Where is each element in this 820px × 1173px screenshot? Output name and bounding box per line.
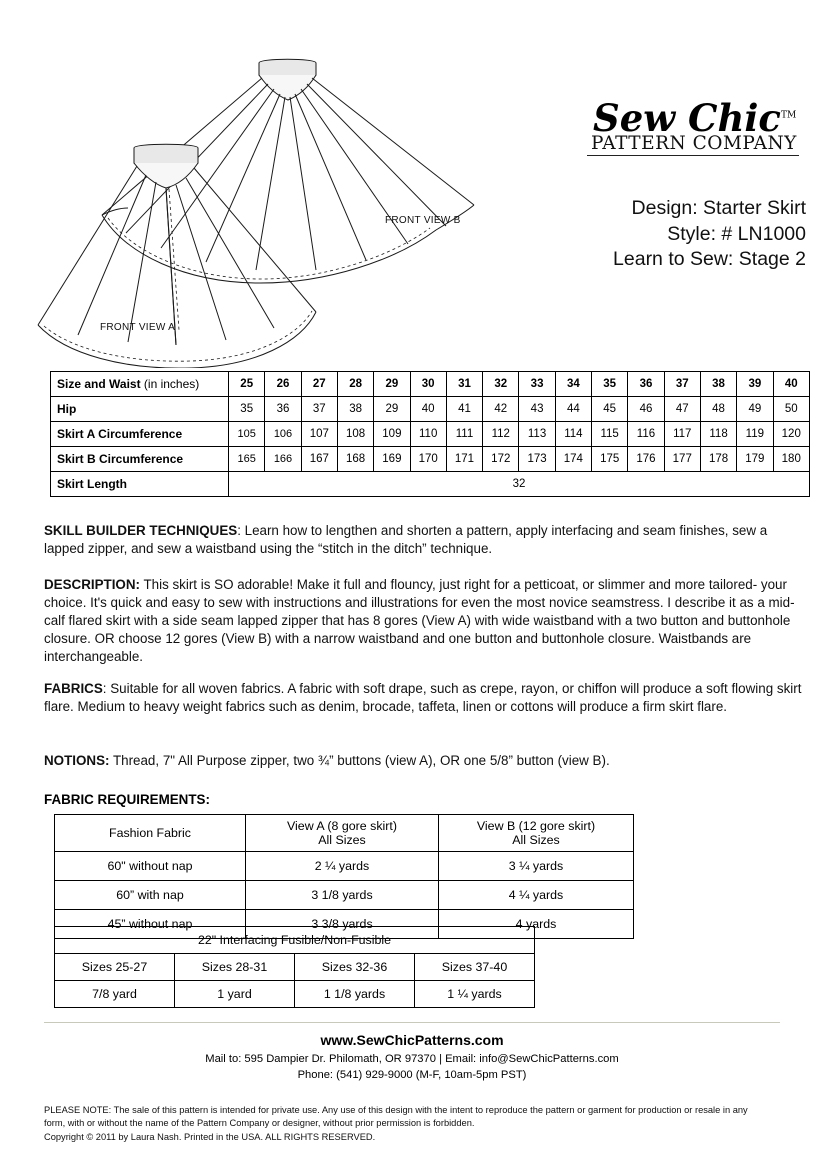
cell: 28 [337,372,373,397]
cell: 29 [374,372,410,397]
fashion-fabric-header: Fashion Fabric [55,815,246,852]
size-waist-label: Size and Waist (in inches) [51,372,229,397]
logo-pattern-company-text: PATTERN COMPANY [591,133,797,154]
website-link[interactable]: www.SewChicPatterns.com [320,1032,504,1048]
cell: 40 [410,397,446,422]
cell: 165 [229,447,265,472]
cell: 178 [700,447,736,472]
cell: 110 [410,422,446,447]
table-row [55,927,535,954]
hip-label: Hip [51,397,229,422]
cell: 36 [265,397,301,422]
fabrics-title: FABRICS [44,681,103,696]
cell: 118 [700,422,736,447]
legal-line-3: Copyright © 2011 by Laura Nash. Printed in the USA. ALL RIGHTS RESERVED. [44,1131,376,1142]
cell: 60" without nap [55,852,246,881]
view-a-header-line2: All Sizes [318,833,366,847]
skirt-length-label: Skirt Length [51,472,229,497]
cell: Sizes 37-40 [415,954,535,981]
cell: 39 [737,372,773,397]
cell: 35 [229,397,265,422]
learn-to-sew-stage: Learn to Sew: Stage 2 [613,248,806,271]
size-chart-table [50,371,810,497]
table-row [51,422,810,447]
cell: 48 [700,397,736,422]
cell: 175 [592,447,628,472]
table-row [55,852,634,881]
cell: 171 [446,447,482,472]
view-b-header-line1: View B (12 gore skirt) [476,819,596,833]
cell: 3 ¼ yards [439,852,634,881]
view-b-header [439,815,634,852]
cell: 1 ¼ yards [415,981,535,1008]
logo-chic-text: Chic [688,96,781,140]
table-row [51,372,810,397]
logo-underline [587,155,799,156]
cell: 174 [555,447,591,472]
design-info [480,196,810,273]
view-a-header [246,815,439,852]
cell: 1 1/8 yards [295,981,415,1008]
cell: Sizes 28-31 [175,954,295,981]
skill-builder-title: SKILL BUILDER TECHNIQUES [44,523,238,538]
cell: 114 [555,422,591,447]
cell: 170 [410,447,446,472]
cell: 34 [555,372,591,397]
table-row [51,472,810,497]
cell: 1 yard [175,981,295,1008]
cell: 37 [301,397,337,422]
cell: 109 [374,422,410,447]
cell: 116 [628,422,664,447]
legal-line-1: PLEASE NOTE: The sale of this pattern is intended for private use. Any use of this design with the intent to reproduce the pattern or garment for production or resale in any [44,1105,748,1115]
style-number: Style: # LN1000 [667,222,806,245]
cell: 40 [773,372,810,397]
skill-builder-paragraph [44,522,804,558]
size-chart [50,371,810,497]
cell: 32 [483,372,519,397]
view-b-header-line2: All Sizes [512,833,560,847]
skirt-length-value: 32 [229,472,810,497]
cell: 44 [555,397,591,422]
cell: 173 [519,447,555,472]
cell: 179 [737,447,773,472]
cell: Sizes 25-27 [55,954,175,981]
cell: 30 [410,372,446,397]
legal-notice [44,1104,806,1144]
cell: 42 [483,397,519,422]
cell: 3 3/8 yards [246,910,439,939]
notions-body: Thread, 7" All Purpose zipper, two ¾” buttons (view A), OR one 5/8” button (view B). [109,753,610,768]
cell: 33 [519,372,555,397]
cell: 43 [519,397,555,422]
legal-line-2: form, with or without the name of the Pattern Company or designer, without prior permission is forbidden. [44,1118,475,1129]
cell: 38 [337,397,373,422]
cell: 25 [229,372,265,397]
cell: 107 [301,422,337,447]
interfacing-table [54,926,535,1008]
cell: 27 [301,372,337,397]
cell: 4 ¼ yards [439,881,634,910]
cell: 2 ¼ yards [246,852,439,881]
cell: 169 [374,447,410,472]
fabrics-body: : Suitable for all woven fabrics. A fabric with soft drape, such as crepe, rayon, or chiffon will produce a soft flowing skirt flare. Medium to heavy weight fabrics such as denim, brocade, taffeta, linen or cottons will produce a firm skirt flare. [44,681,802,715]
cell: 180 [773,447,810,472]
cell: 35 [592,372,628,397]
description-title: DESCRIPTION: [44,577,140,592]
cell: 45 [592,397,628,422]
skirt-a-circumference-label: Skirt A Circumference [51,422,229,447]
front-view-b-label: FRONT VIEW B [385,215,461,226]
table-row [55,815,634,852]
notions-title: NOTIONS: [44,753,110,768]
cell: 117 [664,422,700,447]
footer-divider [44,1022,780,1023]
cell: 113 [519,422,555,447]
brand-block [480,96,810,273]
cell: 176 [628,447,664,472]
cell: 172 [483,447,519,472]
fabric-requirements-title: FABRIC REQUIREMENTS: [44,792,210,807]
view-a-header-line1: View A (8 gore skirt) [287,819,397,833]
footer [44,1032,780,1083]
cell: 36 [628,372,664,397]
cell: 50 [773,397,810,422]
skirt-b-circumference-label: Skirt B Circumference [51,447,229,472]
cell: 26 [265,372,301,397]
design-name: Design: Starter Skirt [631,197,806,219]
cell: 166 [265,447,301,472]
cell: 112 [483,422,519,447]
cell: 106 [265,422,301,447]
cell: 46 [628,397,664,422]
cell: 29 [374,397,410,422]
trademark-symbol: TM [780,110,797,121]
cell: 120 [773,422,810,447]
cell: 37 [664,372,700,397]
description-body: This skirt is SO adorable! Make it full and flouncy, just right for a petticoat, or slimmer and more tailored- your choice. It's quick and easy to sew with instructions and illustrations for even the most novice seamstress. I describe it as a mid-calf flared skirt with a side seam lapped zipper that has 8 gores (View A) with wide waistband with a two button and buttonhole closure. OR choose 12 gores (View B) with a narrow waistband and one button and buttonhole closure. Waistbands are interchangeable. [44,577,795,665]
cell: 4 yards [439,910,634,939]
cell: 119 [737,422,773,447]
cell: 38 [700,372,736,397]
skill-builder-body: : Learn how to lengthen and shorten a pattern, apply interfacing and seam finishes, sew a lapped zipper, and sew a waistband using the “stitch in the ditch” technique. [44,523,768,557]
cell: 47 [664,397,700,422]
fabric-requirements-table [54,814,634,939]
cell: 115 [592,422,628,447]
mail-address-line: Mail to: 595 Dampier Dr. Philomath, OR 97370 | Email: info@SewChicPatterns.com [205,1053,619,1065]
fabrics-paragraph [44,680,804,716]
cell: 60” with nap [55,881,246,910]
sew-chic-logo [587,96,802,190]
cell: 177 [664,447,700,472]
description-paragraph [44,576,804,666]
cell: 49 [737,397,773,422]
table-row [51,447,810,472]
front-view-a-label: FRONT VIEW A [100,322,176,333]
table-row [55,981,535,1008]
table-row [51,397,810,422]
phone-line: Phone: (541) 929-9000 (M-F, 10am-5pm PST) [297,1069,527,1082]
table-row [55,954,535,981]
cell: 167 [301,447,337,472]
cell: 41 [446,397,482,422]
notions-paragraph [44,752,804,770]
cell: 108 [337,422,373,447]
interfacing-table-wrap [54,926,535,1008]
interfacing-title: 22" Interfacing Fusible/Non-Fusible [55,927,535,954]
skirt-illustration [16,30,496,368]
cell: 31 [446,372,482,397]
table-row [55,881,634,910]
cell: 168 [337,447,373,472]
cell: 7/8 yard [55,981,175,1008]
cell: 3 1/8 yards [246,881,439,910]
logo-sew-text: Sew [593,96,676,140]
fabric-requirements-table-wrap [54,814,634,939]
cell: 105 [229,422,265,447]
cell: 45” without nap [55,910,246,939]
cell: Sizes 32-36 [295,954,415,981]
cell: 111 [446,422,482,447]
